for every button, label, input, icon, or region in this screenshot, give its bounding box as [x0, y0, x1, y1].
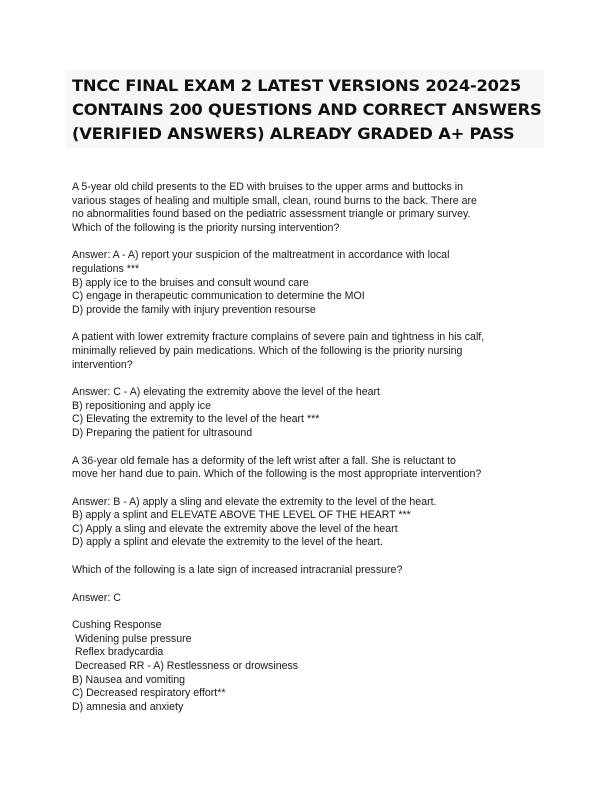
text-line: D) provide the family with injury prevention resourse [72, 303, 316, 316]
answer-paragraph [72, 496, 548, 550]
text-line: C) Elevating the extremity to the level of the heart *** [72, 413, 320, 426]
text-line: Answer: B - A) apply a sling and elevate the extremity to the level of the heart. [72, 495, 437, 508]
text-line: Reflex bradycardia [72, 646, 164, 659]
text-line: B) apply ice to the bruises and consult wound care [72, 276, 309, 289]
answer-paragraph [72, 592, 548, 606]
title-line: TNCC FINAL EXAM 2 LATEST VERSIONS 2024-2025 [72, 76, 522, 95]
text-line: D) amnesia and anxiety [72, 700, 184, 713]
text-line: A 5-year old child presents to the ED with bruises to the upper arms and buttocks in [72, 181, 463, 193]
question-paragraph [72, 455, 548, 482]
answer-detail-paragraph [72, 619, 548, 714]
text-line: Answer: C - A) elevating the extremity above the level of the heart [72, 386, 380, 399]
text-line: various stages of healing and multiple small, clean, round burns to the back. There are [72, 194, 477, 207]
answer-paragraph [72, 249, 548, 317]
document-title [66, 70, 544, 148]
question-paragraph [72, 331, 548, 372]
question-paragraph [72, 181, 548, 235]
text-line: Decreased RR - A) Restlessness or drowsiness [72, 660, 299, 673]
text-line: Answer: C [72, 591, 121, 604]
text-line: B) apply a splint and ELEVATE ABOVE THE LEVEL OF THE HEART *** [72, 509, 411, 522]
text-line: Answer: A - A) report your suspicion of the maltreatment in accordance with local [72, 249, 450, 262]
text-line: regulations *** [72, 262, 140, 275]
title-line: (VERIFIED ANSWERS) ALREADY GRADED A+ PASS [72, 124, 515, 143]
text-line: A 36-year old female has a deformity of the left wrist after a fall. She is reluctant to [72, 454, 456, 467]
text-line: Widening pulse pressure [72, 632, 192, 645]
text-line: minimally relieved by pain medications. Which of the following is the priority nursing [72, 344, 463, 357]
text-line: Which of the following is a late sign of increased intracranial pressure? [72, 564, 403, 577]
text-line: no abnormalities found based on the pediatric assessment triangle or primary survey. [72, 208, 471, 221]
text-line: D) Preparing the patient for ultrasound [72, 426, 253, 439]
text-line: A patient with lower extremity fracture complains of severe pain and tightness in his calf, [72, 331, 485, 344]
text-line: D) apply a splint and elevate the extremity to the level of the heart. [72, 536, 383, 549]
text-line: B) Nausea and vomiting [72, 673, 186, 686]
question-paragraph [72, 564, 548, 578]
text-line: C) Apply a sling and elevate the extremity above the level of the heart [72, 522, 398, 535]
text-line: C) engage in therapeutic communication to determine the MOI [72, 290, 365, 303]
text-line: B) repositioning and apply ice [72, 399, 211, 412]
text-line: Cushing Response [72, 619, 162, 632]
text-line: move her hand due to pain. Which of the following is the most appropriate intervention? [72, 468, 482, 481]
answer-paragraph [72, 386, 548, 440]
title-line: CONTAINS 200 QUESTIONS AND CORRECT ANSWERS [72, 100, 542, 119]
text-line: C) Decreased respiratory effort** [72, 687, 226, 700]
document-body [72, 181, 548, 728]
text-line: Which of the following is the priority nursing intervention? [72, 221, 340, 234]
text-line: intervention? [72, 358, 133, 371]
